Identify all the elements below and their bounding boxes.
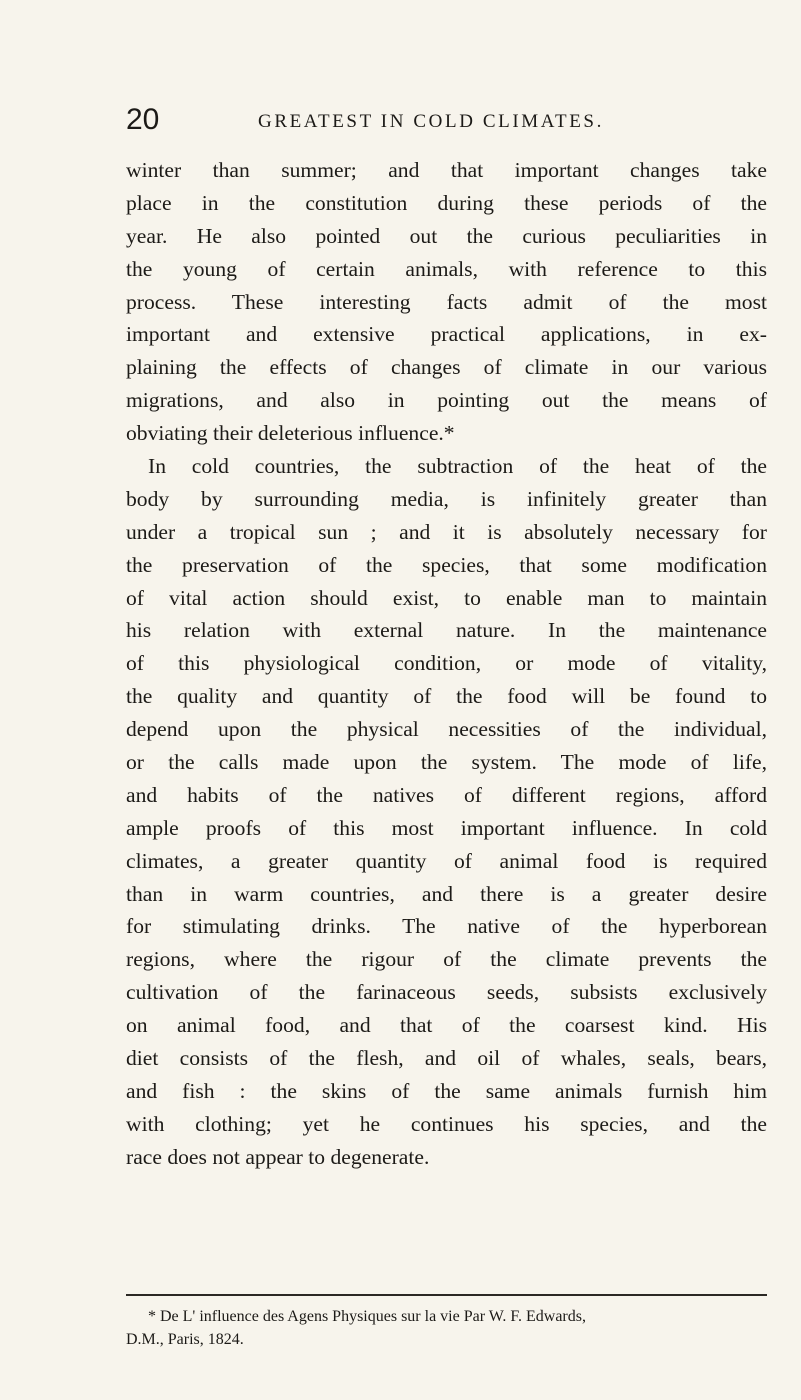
text-line: on animal food, and that of the coarsest kind. His	[126, 1013, 767, 1038]
text-line: In cold countries, the subtraction of the heat of the	[148, 454, 767, 479]
text-line: his relation with external nature. In the maintenance	[126, 618, 767, 643]
text-line: of vital action should exist, to enable man to maintain	[126, 585, 767, 610]
text-line: plaining the effects of changes of climate in our various	[126, 355, 767, 380]
footnote-line: * De L' influence des Agens Physiques sur la vie Par W. F. Edwards,	[148, 1308, 586, 1325]
text-line: climates, a greater quantity of animal food is required	[126, 848, 767, 873]
text-line: than in warm countries, and there is a greater desire	[126, 881, 767, 906]
text-line: year. He also pointed out the curious peculiarities in	[126, 223, 767, 248]
text-line: process. These interesting facts admit of the most	[126, 289, 767, 314]
text-line: regions, where the rigour of the climate prevents the	[126, 947, 767, 972]
text-line: of this physiological condition, or mode of vitality,	[126, 651, 767, 676]
text-line: winter than summer; and that important changes take	[126, 158, 767, 182]
text-line: obviating their deleterious influence.*	[126, 421, 455, 446]
text-line: important and extensive practical applications, in ex-	[126, 322, 767, 347]
text-line: under a tropical sun ; and it is absolutely necessary for	[126, 519, 767, 544]
text-line: depend upon the physical necessities of the individual,	[126, 717, 767, 742]
text-line: migrations, and also in pointing out the means of	[126, 388, 767, 413]
text-line: place in the constitution during these periods of the	[126, 190, 767, 215]
text-line: body by surrounding media, is infinitely greater than	[126, 486, 767, 511]
page-header	[126, 100, 766, 144]
text-line: and fish : the skins of the same animals furnish him	[126, 1078, 767, 1103]
page-number: 20	[126, 103, 160, 136]
body-text	[126, 154, 767, 1174]
footnote	[126, 1305, 767, 1351]
text-line: ample proofs of this most important influence. In cold	[126, 815, 767, 840]
text-line: with clothing; yet he continues his species, and the	[126, 1111, 767, 1136]
footnote-divider	[126, 1294, 767, 1296]
text-line: or the calls made upon the system. The mode of life,	[126, 750, 767, 775]
running-title: GREATEST IN COLD CLIMATES.	[258, 111, 604, 132]
text-line: diet consists of the flesh, and oil of whales, seals, bears,	[126, 1046, 767, 1071]
footnote-line: D.M., Paris, 1824.	[126, 1331, 244, 1348]
text-line: cultivation of the farinaceous seeds, subsists exclusively	[126, 980, 767, 1005]
text-line: race does not appear to degenerate.	[126, 1144, 430, 1169]
text-line: the quality and quantity of the food will be found to	[126, 684, 767, 709]
text-line: and habits of the natives of different regions, afford	[126, 782, 767, 807]
text-line: the young of certain animals, with reference to this	[126, 256, 767, 281]
text-line: the preservation of the species, that some modification	[126, 552, 767, 577]
text-line: for stimulating drinks. The native of the hyperborean	[126, 914, 767, 939]
